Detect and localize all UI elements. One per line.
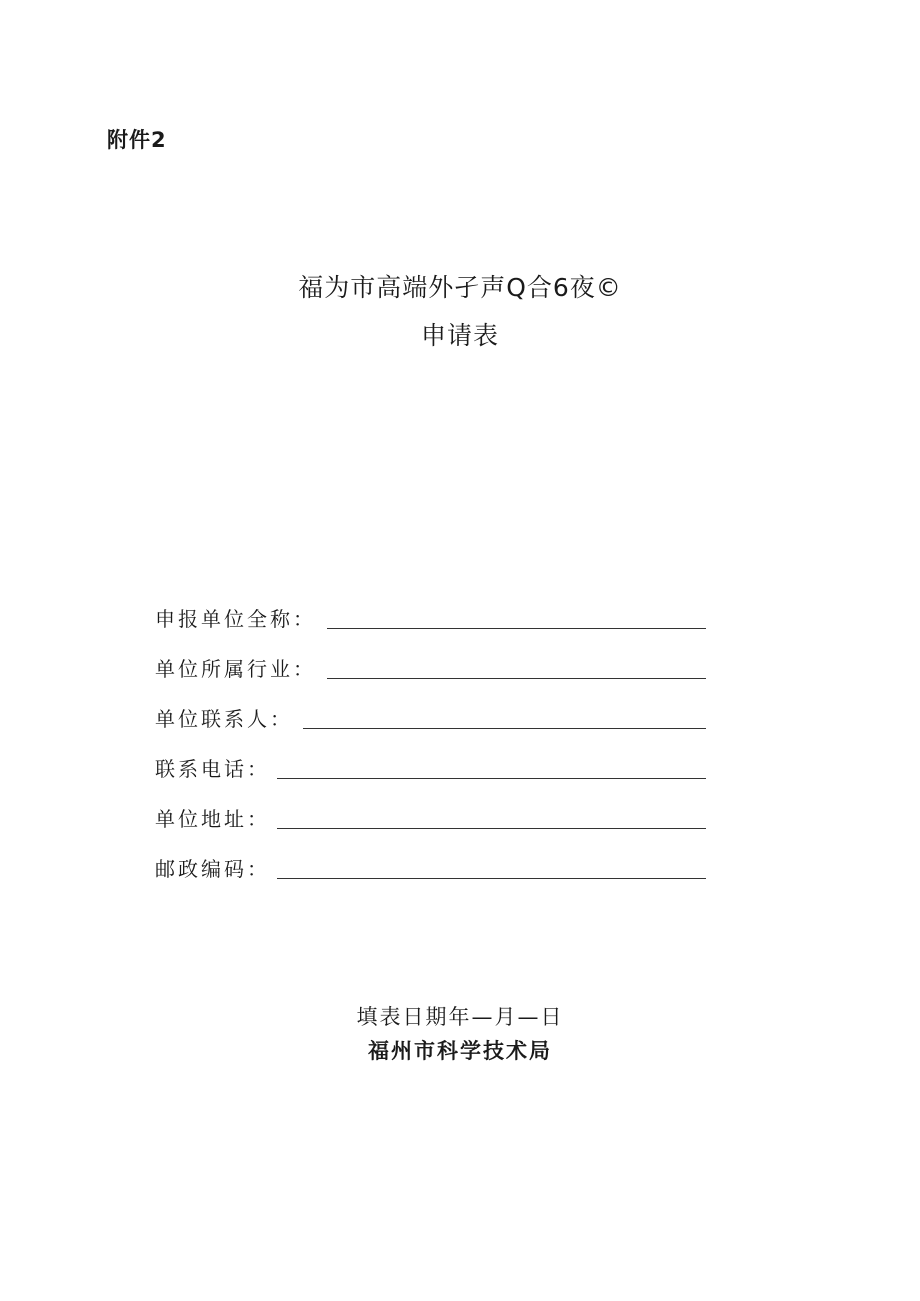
fill-date: 填表日期年—月—日 (356, 1005, 564, 1029)
field-blank-line (327, 628, 706, 629)
field-label: 单位地址： (155, 807, 270, 831)
field-industry (155, 653, 706, 683)
field-postal-code (155, 853, 706, 883)
attachment-label: 附件2 (107, 128, 167, 152)
field-phone (155, 753, 706, 783)
field-label: 单位所属行业： (155, 657, 316, 681)
field-blank-line (277, 828, 706, 829)
field-label: 联系电话： (155, 757, 270, 781)
field-blank-line (277, 778, 706, 779)
field-blank-line (303, 728, 706, 729)
form-title: 福为市高端外孑声Q合6夜© (298, 273, 622, 302)
field-blank-line (277, 878, 706, 879)
field-address (155, 803, 706, 833)
field-contact-person (155, 703, 706, 733)
field-label: 申报单位全称： (155, 607, 316, 631)
field-applicant-name (155, 603, 706, 633)
form-subtitle: 申请表 (420, 321, 499, 350)
field-label: 单位联系人： (155, 707, 293, 731)
field-blank-line (327, 678, 706, 679)
issuing-authority: 福州市科学技术局 (368, 1039, 552, 1063)
field-label: 邮政编码： (155, 857, 270, 881)
